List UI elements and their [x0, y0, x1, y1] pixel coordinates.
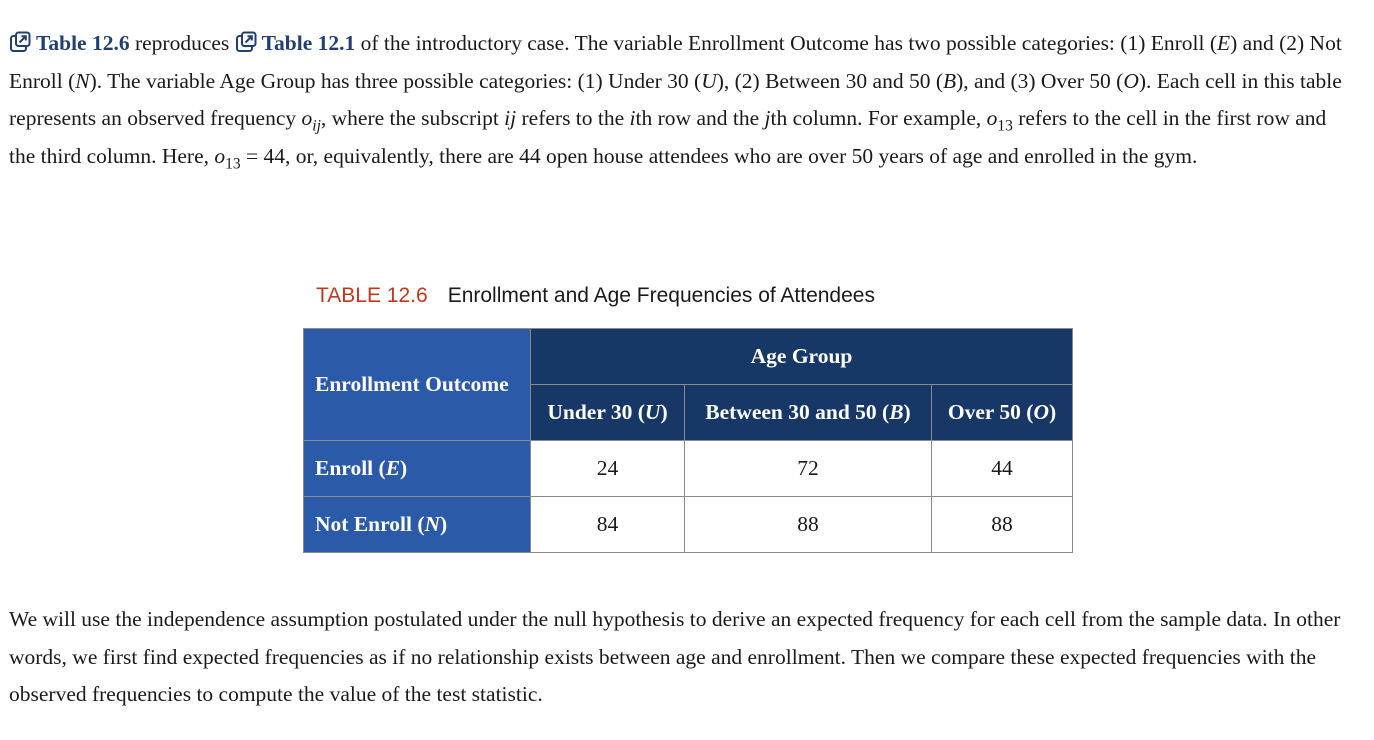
table-12-6-link[interactable]: [9, 31, 130, 55]
col-label: Under 30 (: [547, 400, 645, 424]
subscript-ij: ij: [312, 117, 321, 135]
var-u: U: [701, 68, 717, 93]
link-label: Table 12.1: [261, 31, 356, 55]
row-label: Not Enroll (: [315, 512, 425, 536]
text-span: ), and (3) Over 50 (: [956, 68, 1124, 93]
row-label: ): [440, 512, 448, 536]
column-header-between-30-50: [685, 385, 932, 441]
cell-enroll-between-30-50: 72: [685, 441, 932, 497]
intro-paragraph: [9, 25, 1349, 175]
col-var: O: [1033, 400, 1049, 424]
text-span: th row and the: [635, 106, 765, 130]
text-span: = 44, or, equivalently, there are 44 open house attendees who are over 50 years of age and enrolled in the gym.: [240, 143, 1198, 168]
group-header-cell: [531, 329, 1073, 385]
text-span: ) and (2) Not Enroll (: [9, 31, 1342, 93]
text-span: of the introductory case. The variable Enrollment Outcome has two possible categories: (1) Enroll (: [355, 31, 1217, 55]
group-header-label: Age Group: [750, 344, 853, 368]
var-o-ij: o: [301, 106, 313, 130]
cell-not-enroll-between-30-50: 88: [685, 497, 932, 553]
header-row-group: [304, 329, 1073, 385]
table-row: [304, 497, 1073, 553]
row-label: ): [400, 456, 408, 480]
row-var: N: [424, 512, 441, 536]
var-b: B: [943, 68, 957, 93]
col-label: ): [903, 400, 911, 424]
external-link-icon: [235, 31, 257, 53]
table-caption: [316, 284, 875, 308]
column-header-over-50: [932, 385, 1073, 441]
table-number: TABLE 12.6: [316, 284, 428, 307]
var-j: j: [764, 106, 771, 130]
col-label: Between 30 and 50 (: [705, 400, 890, 424]
external-link-icon: [9, 31, 31, 53]
table-row: [304, 441, 1073, 497]
text-span: ), (2) Between 30 and 50 (: [716, 68, 943, 93]
var-i: i: [629, 106, 636, 130]
text-span: refers to the cell in the first row and the third column. Here,: [9, 106, 1327, 168]
col-label: ): [660, 400, 668, 424]
cell-not-enroll-under-30: 84: [531, 497, 685, 553]
text-span: , where the subscript: [320, 106, 505, 130]
var-ij: ij: [504, 106, 517, 130]
text-span: reproduces: [129, 31, 235, 55]
col-var: B: [889, 400, 904, 424]
cell-not-enroll-over-50: 88: [932, 497, 1073, 553]
row-label: Enroll (: [315, 456, 386, 480]
frequency-table: [303, 328, 1073, 553]
var-o: O: [1123, 68, 1139, 93]
text-span: ). Each cell in this table represents an observed frequency: [9, 68, 1342, 130]
subscript-13: 13: [225, 154, 241, 172]
text-span: th column. For example,: [770, 106, 987, 130]
var-n: N: [75, 68, 90, 93]
row-header-label-cell: [304, 329, 531, 441]
col-label: Over 50 (: [947, 400, 1034, 424]
outro-paragraph: We will use the independence assumption postulated under the null hypothesis to derive an expected frequency for each cell from the sample data. In other words, we first find expected frequencies as if no relationship exists between age and enrollment. Then we compare these expected frequencies with the observed frequencies to compute the value of the test statistic.: [9, 607, 1341, 706]
table-title: Enrollment and Age Frequencies of Attendees: [447, 284, 875, 307]
row-header-label: Enrollment Outcome: [315, 372, 509, 396]
column-header-under-30: [531, 385, 685, 441]
cell-enroll-over-50: 44: [932, 441, 1073, 497]
var-o13: o: [986, 106, 998, 130]
col-var: U: [644, 400, 661, 424]
col-label: ): [1048, 400, 1057, 424]
table-12-1-link[interactable]: [235, 31, 356, 55]
subscript-13: 13: [997, 117, 1013, 135]
var-e: E: [1217, 31, 1231, 55]
text-span: refers to the: [516, 106, 630, 130]
row-var: E: [385, 456, 401, 480]
row-header-not-enroll: [304, 497, 531, 553]
cell-enroll-under-30: 24: [531, 441, 685, 497]
link-label: Table 12.6: [36, 31, 130, 55]
text-span: ). The variable Age Group has three possible categories: (1) Under 30 (: [89, 68, 702, 93]
row-header-enroll: [304, 441, 531, 497]
var-o13: o: [214, 143, 226, 168]
